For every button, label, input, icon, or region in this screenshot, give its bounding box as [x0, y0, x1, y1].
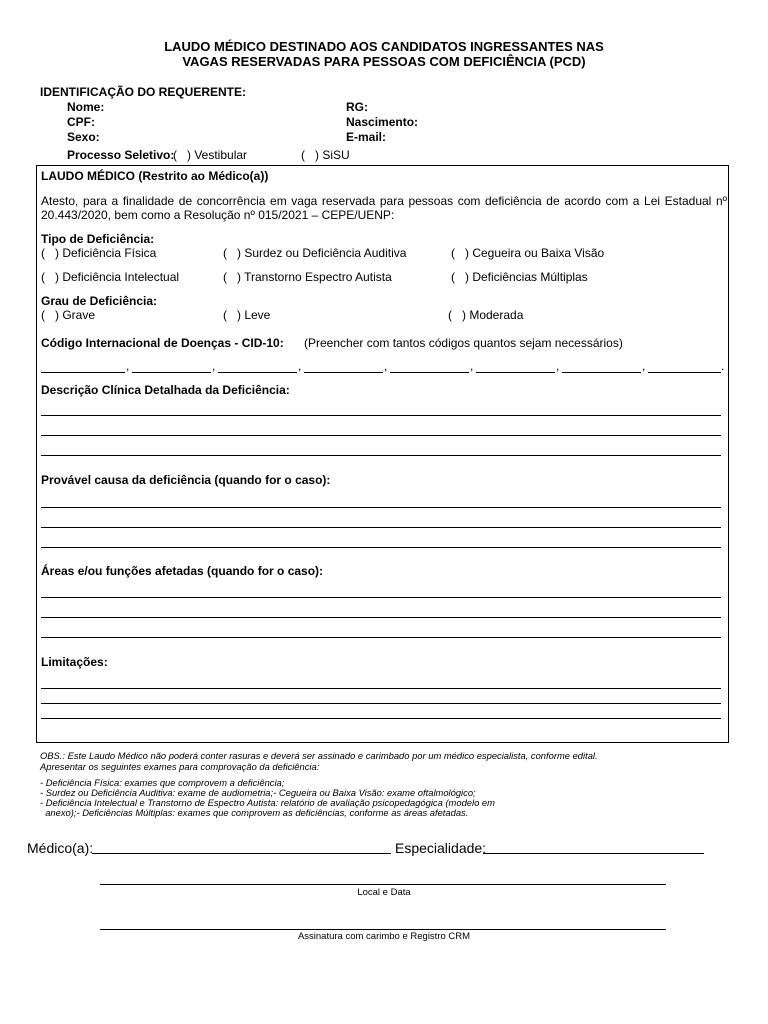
identification-heading: IDENTIFICAÇÃO DO REQUERENTE:	[40, 85, 247, 99]
obs-line-3: - Deficiência Física: exames que comprovem a deficiência;	[40, 777, 285, 788]
nascimento-label: Nascimento:	[346, 115, 419, 129]
descricao-field-line[interactable]	[41, 435, 721, 436]
sisu-checkbox[interactable]: ( ) SiSU	[301, 148, 350, 162]
cegueira-checkbox[interactable]: ( ) Cegueira ou Baixa Visão	[451, 246, 605, 260]
sexo-label: Sexo:	[67, 130, 100, 144]
processo-seletivo-label: Processo Seletivo:	[67, 148, 175, 162]
causa-field-line[interactable]	[41, 527, 721, 528]
obs-line-6: anexo);- Deficiências Múltiplas: exames que comprovem as deficiências, conforme as áreas afetadas.	[40, 807, 469, 818]
grau-leve-checkbox[interactable]: ( ) Leve	[223, 308, 271, 322]
rg-label: RG:	[346, 100, 368, 114]
causa-heading: Provável causa da deficiência (quando for o caso):	[41, 473, 331, 487]
cid-code-field-2[interactable]	[132, 372, 211, 373]
atesto-text-line2: 20.443/2020, bem como a Resolução nº 015/2021 – CEPE/UENP:	[41, 208, 395, 222]
descricao-heading: Descrição Clínica Detalhada da Deficiência:	[41, 383, 290, 397]
causa-field-line[interactable]	[41, 507, 721, 508]
deficiencia-intelectual-checkbox[interactable]: ( ) Deficiência Intelectual	[41, 270, 180, 284]
tipo-deficiencia-heading: Tipo de Deficiência:	[41, 232, 155, 246]
deficiencia-fisica-checkbox[interactable]: ( ) Deficiência Física	[41, 246, 157, 260]
limitacoes-field-line[interactable]	[41, 718, 721, 719]
limitacoes-heading: Limitações:	[41, 655, 108, 669]
cpf-label: CPF:	[67, 115, 95, 129]
assinatura-label: Assinatura com carimbo e Registro CRM	[297, 931, 471, 942]
areas-field-line[interactable]	[41, 617, 721, 618]
areas-field-line[interactable]	[41, 637, 721, 638]
atesto-text-line1: Atesto, para a finalidade de concorrência em vaga reservada para pessoas com deficiência de acordo com a Lei Estadual nº	[41, 194, 727, 208]
document-title-line2: VAGAS RESERVADAS PARA PESSOAS COM DEFICIÊNCIA (PCD)	[182, 54, 586, 69]
cid-code-field-3[interactable]	[218, 372, 297, 373]
obs-line-5: - Deficiência Intelectual e Transtorno de Espectro Autista: relatório de avaliação psicopedagógica (modelo em	[40, 797, 495, 808]
autismo-checkbox[interactable]: ( ) Transtorno Espectro Autista	[223, 270, 392, 284]
areas-field-line[interactable]	[41, 597, 721, 598]
limitacoes-field-line[interactable]	[41, 703, 721, 704]
cid-code-field-7[interactable]	[562, 372, 641, 373]
grau-deficiencia-heading: Grau de Deficiência:	[41, 294, 158, 308]
assinatura-field[interactable]	[100, 929, 666, 930]
areas-heading: Áreas e/ou funções afetadas (quando for o caso):	[41, 564, 324, 578]
obs-line-1: OBS.: Este Laudo Médico não poderá conter rasuras e deverá ser assinado e carimbado por um médico especialista, conforme edital.	[40, 750, 598, 761]
cid-code-field-4[interactable]	[304, 372, 383, 373]
descricao-field-line[interactable]	[41, 415, 721, 416]
email-label: E-mail:	[346, 130, 387, 144]
especialidade-field[interactable]	[483, 853, 704, 854]
local-data-label: Local e Data	[357, 887, 411, 898]
cid-code-field-1[interactable]	[41, 372, 125, 373]
limitacoes-field-line[interactable]	[41, 688, 721, 689]
laudo-heading: LAUDO MÉDICO (Restrito ao Médico(a))	[41, 169, 269, 183]
cid-code-field-5[interactable]	[390, 372, 469, 373]
document-title-line1: LAUDO MÉDICO DESTINADO AOS CANDIDATOS INGRESSANTES NAS	[164, 39, 604, 54]
grau-grave-checkbox[interactable]: ( ) Grave	[41, 308, 96, 322]
deficiencias-multiplas-checkbox[interactable]: ( ) Deficiências Múltiplas	[451, 270, 588, 284]
medico-label: Médico(a):	[27, 840, 94, 856]
causa-field-line[interactable]	[41, 547, 721, 548]
local-data-field[interactable]	[100, 884, 666, 885]
medico-field[interactable]	[92, 853, 391, 854]
surdez-checkbox[interactable]: ( ) Surdez ou Deficiência Auditiva	[223, 246, 407, 260]
grau-moderada-checkbox[interactable]: ( ) Moderada	[448, 308, 524, 322]
obs-line-4: - Surdez ou Deficiência Auditiva: exame de audiometria;- Cegueira ou Baixa Visão: exame oftalmológico;	[40, 787, 476, 798]
especialidade-label: Especialidade:	[395, 840, 487, 856]
cid-code-field-8[interactable]	[648, 372, 721, 373]
descricao-field-line[interactable]	[41, 455, 721, 456]
vestibular-checkbox[interactable]: ( ) Vestibular	[173, 148, 248, 162]
cid-label: Código Internacional de Doenças - CID-10:	[41, 336, 284, 350]
cid-hint: (Preencher com tantos códigos quantos sejam necessários)	[304, 336, 623, 350]
cid-code-field-6[interactable]	[476, 372, 555, 373]
nome-label: Nome:	[67, 100, 105, 114]
obs-line-2: Apresentar os seguintes exames para comprovação da deficiência:	[40, 761, 320, 772]
